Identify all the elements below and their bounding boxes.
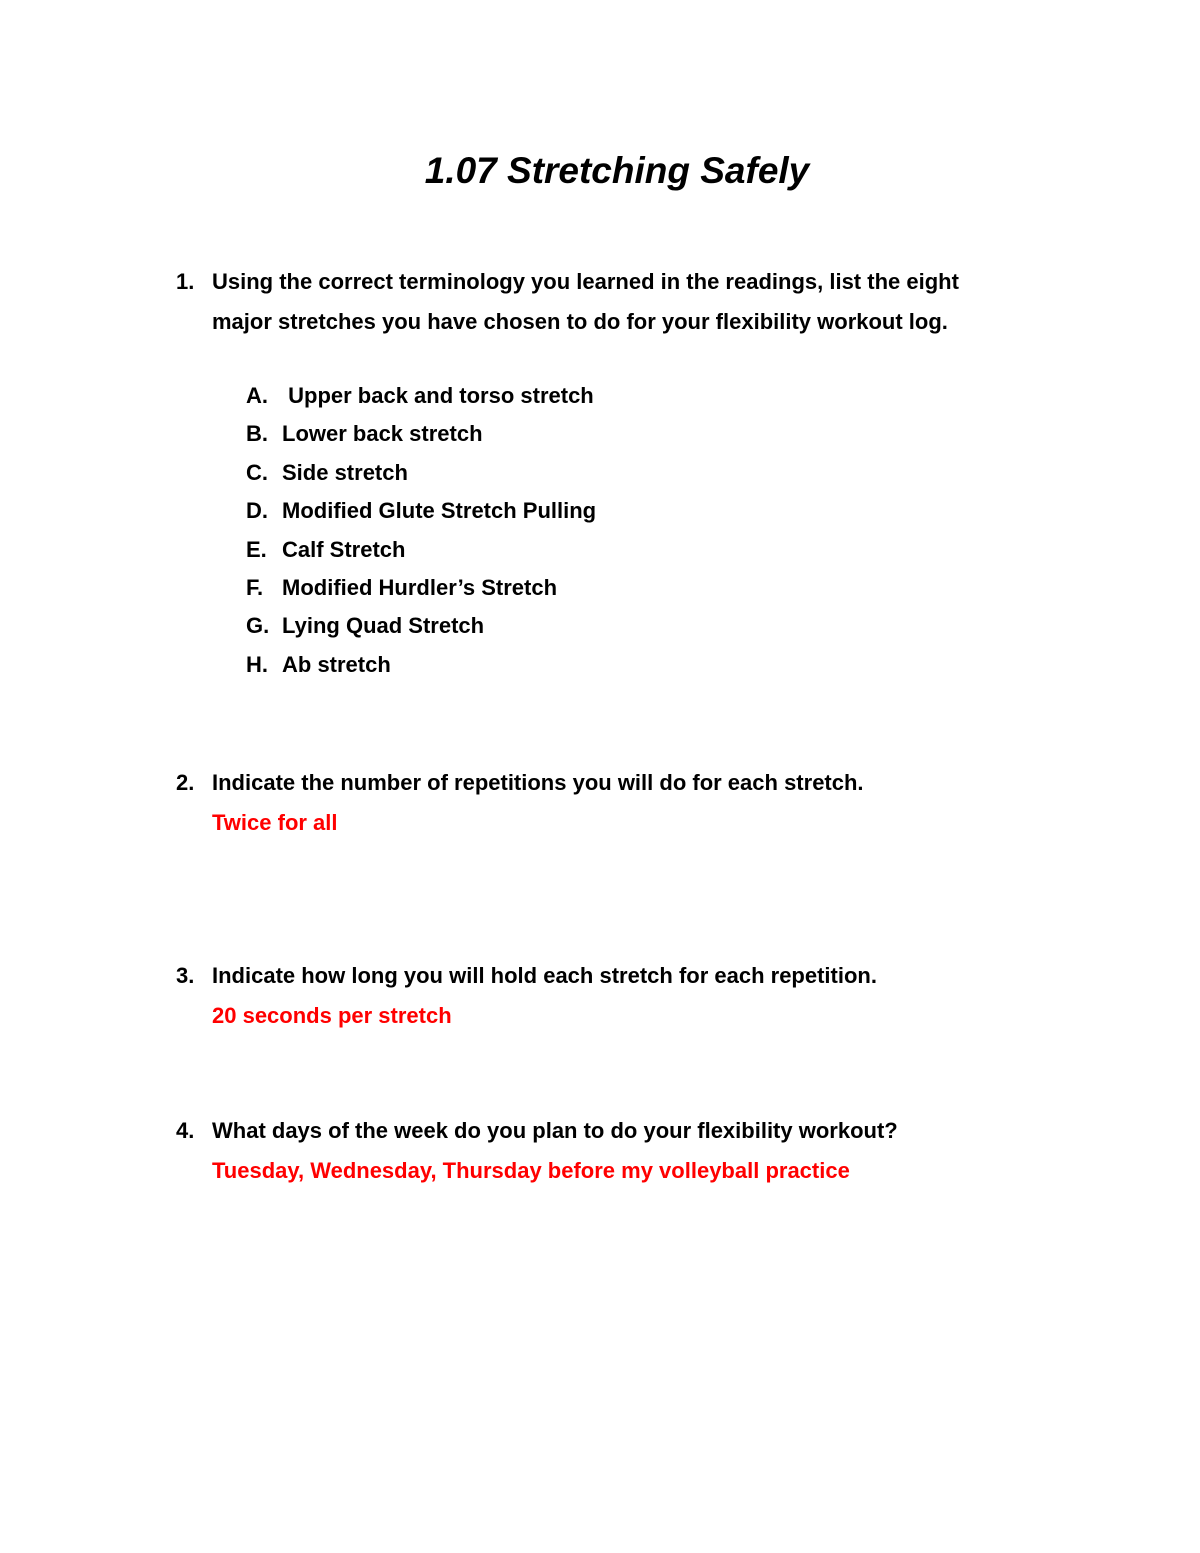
stretch-list xyxy=(246,377,596,684)
list-item-letter: D. xyxy=(246,498,268,524)
list-item xyxy=(246,454,596,492)
list-item-letter: A. xyxy=(246,383,268,408)
question-text-line: Indicate how long you will hold each stretch for each repetition. xyxy=(212,963,877,988)
list-item-text: Lying Quad Stretch xyxy=(282,613,485,639)
answer-text: Twice for all xyxy=(212,810,338,835)
list-item-text: Ab stretch xyxy=(282,651,391,677)
list-item-letter: H. xyxy=(246,651,268,677)
answer-text: 20 seconds per stretch xyxy=(212,1003,452,1028)
list-item-letter: F. xyxy=(246,575,264,601)
list-item-text: Side stretch xyxy=(282,459,408,485)
question-text-line: Using the correct terminology you learned in the readings, list the eight xyxy=(212,269,959,294)
list-item xyxy=(246,646,596,684)
question-number: 2. xyxy=(176,770,195,795)
list-item xyxy=(246,415,596,453)
question-4 xyxy=(176,1111,1056,1191)
question-number: 4. xyxy=(176,1118,195,1143)
question-number: 1. xyxy=(176,269,195,294)
question-number: 3. xyxy=(176,963,195,988)
list-item xyxy=(246,492,596,530)
list-item xyxy=(246,569,596,607)
question-2 xyxy=(176,763,1056,843)
list-item-text: Upper back and torso stretch xyxy=(282,383,594,408)
list-item xyxy=(246,377,596,415)
question-3 xyxy=(176,956,1056,1036)
list-item-letter: C. xyxy=(246,459,268,485)
question-text-line: major stretches you have chosen to do for your flexibility workout log. xyxy=(212,309,948,334)
list-item-text: Calf Stretch xyxy=(282,536,406,562)
list-item xyxy=(246,531,596,569)
list-item-text: Modified Hurdler’s Stretch xyxy=(282,575,558,601)
question-text-line: What days of the week do you plan to do your flexibility workout? xyxy=(212,1118,898,1143)
list-item-letter: B. xyxy=(246,421,268,447)
list-item-text: Lower back stretch xyxy=(282,421,483,447)
question-text-line: Indicate the number of repetitions you will do for each stretch. xyxy=(212,770,864,795)
list-item-letter: G. xyxy=(246,613,270,639)
list-item xyxy=(246,607,596,645)
list-item-letter: E. xyxy=(246,536,267,562)
answer-text: Tuesday, Wednesday, Thursday before my volleyball practice xyxy=(212,1158,850,1183)
list-item-text: Modified Glute Stretch Pulling xyxy=(282,498,597,524)
question-1 xyxy=(176,262,1056,342)
page-title: 1.07 Stretching Safely xyxy=(424,150,810,191)
